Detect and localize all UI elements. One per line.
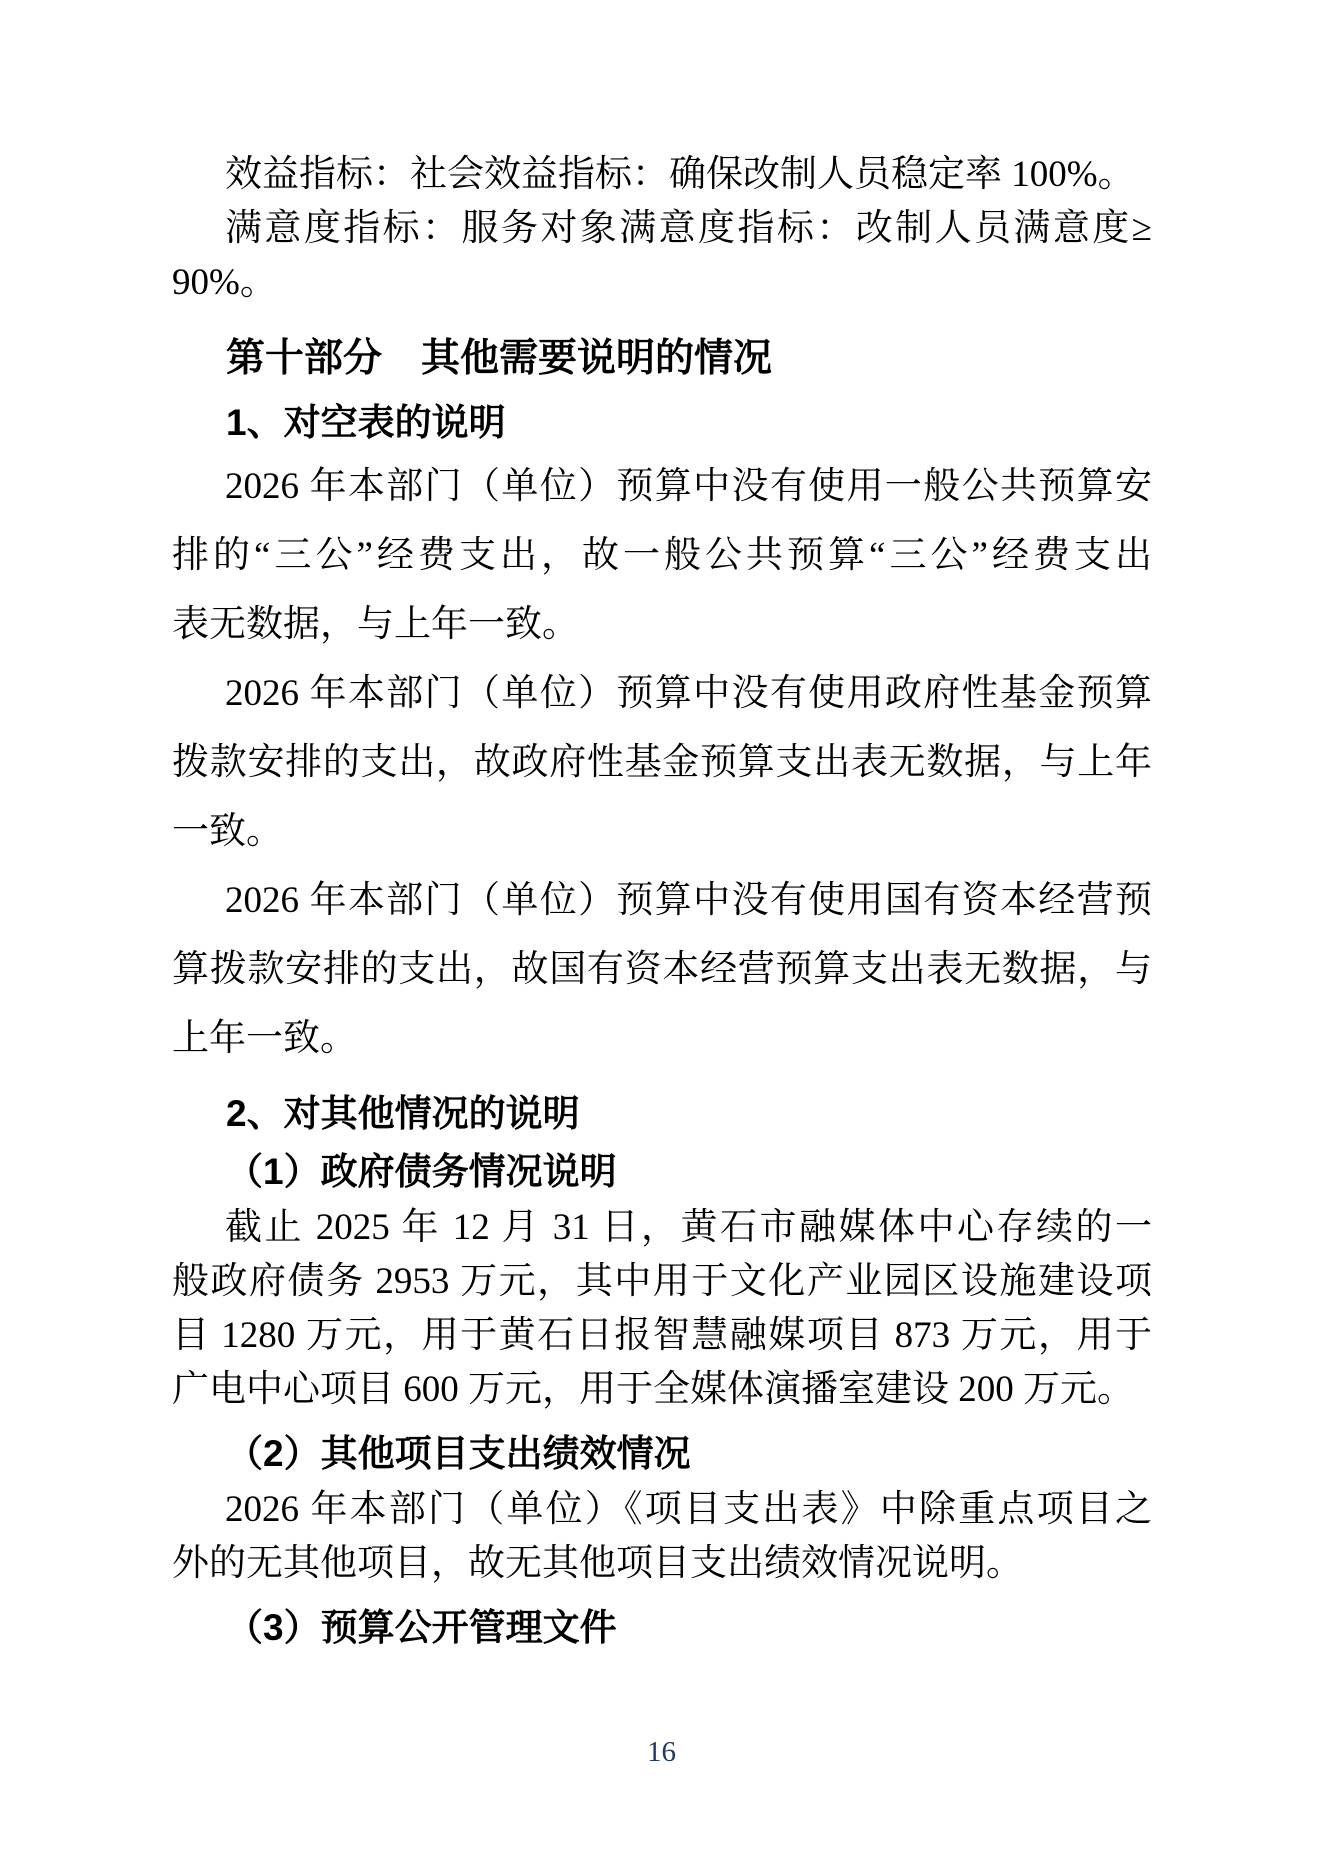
page-number: 16 [647, 1736, 676, 1768]
paragraph-gov-fund-budget [172, 659, 1152, 866]
paragraph-line: 90%。 [172, 262, 277, 303]
subsection-title-gov-debt: （1）政府债务情况说明 [226, 1151, 617, 1192]
paragraph-line: 2026 年本部门（单位）预算中没有使用国有资本经营预 [225, 880, 1152, 921]
paragraph-line: 算拨款安排的支出，故国有资本经营预算支出表无数据，与 [172, 949, 1152, 990]
paragraph-line: 排的“三公”经费支出，故一般公共预算“三公”经费支出 [172, 535, 1152, 576]
subsection-title-other-notes: 2、对其他情况的说明 [226, 1093, 580, 1134]
paragraph-line: 效益指标：社会效益指标：确保改制人员稳定率 100%。 [225, 154, 1135, 195]
paragraph-line: 目 1280 万元，用于黄石日报智慧融媒项目 873 万元，用于 [172, 1315, 1152, 1356]
paragraph-line: 2026 年本部门（单位）预算中没有使用政府性基金预算 [225, 673, 1152, 714]
paragraph-state-capital-budget [172, 866, 1152, 1073]
paragraph-other-project-performance [172, 1483, 1152, 1591]
paragraph-line: 2026 年本部门（单位）预算中没有使用一般公共预算安 [225, 466, 1152, 507]
paragraph-line: 满意度指标：服务对象满意度指标：改制人员满意度≥ [225, 208, 1152, 249]
subsection-title-budget-disclosure-files: （3）预算公开管理文件 [226, 1607, 617, 1648]
paragraph-line: 般政府债务 2953 万元，其中用于文化产业园区设施建设项 [172, 1261, 1152, 1302]
indicator-paragraphs [172, 148, 1152, 310]
paragraph-line: 截止 2025 年 12 月 31 日，黄石市融媒体中心存续的一 [225, 1207, 1152, 1248]
paragraph-gov-debt [172, 1201, 1152, 1417]
paragraph-line: 上年一致。 [172, 1018, 357, 1059]
paragraph-general-budget [172, 452, 1152, 659]
subsection-title-empty-tables: 1、对空表的说明 [226, 402, 506, 443]
subsection-title-other-project-performance: （2）其他项目支出绩效情况 [226, 1433, 691, 1474]
paragraph-line: 广电中心项目 600 万元，用于全媒体演播室建设 200 万元。 [172, 1369, 1134, 1410]
section-heading-part10: 第十部分 其他需要说明的情况 [226, 337, 773, 380]
paragraph-line: 拨款安排的支出，故政府性基金预算支出表无数据，与上年 [172, 742, 1152, 783]
paragraph-line: 表无数据，与上年一致。 [172, 604, 579, 645]
paragraph-line: 一致。 [172, 811, 283, 852]
document-content [172, 148, 1152, 1657]
paragraph-line: 外的无其他项目，故无其他项目支出绩效情况说明。 [172, 1543, 1023, 1584]
paragraph-line: 2026 年本部门（单位）《项目支出表》中除重点项目之 [225, 1489, 1152, 1530]
